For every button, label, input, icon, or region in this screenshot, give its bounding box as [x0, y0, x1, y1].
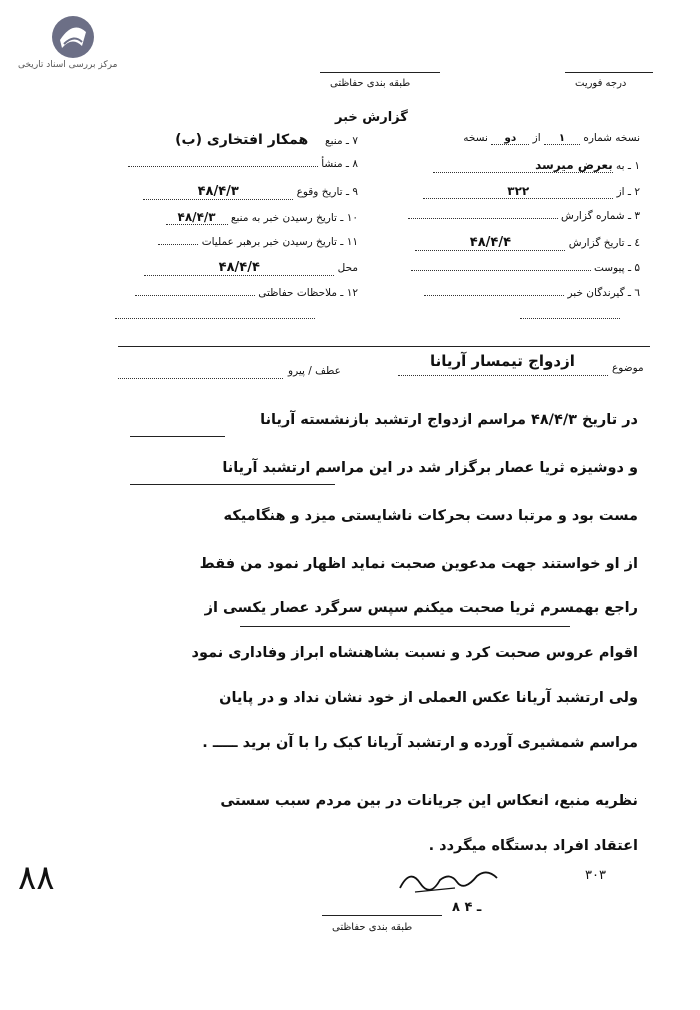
copy-number-of: از — [532, 132, 541, 144]
classification-label-top: طبقه بندی حفاظتی — [330, 78, 411, 89]
field-security-notes-value — [135, 295, 255, 296]
field-security-notes-label: ۱۲ ـ ملاحظات حفاظتی — [258, 287, 358, 299]
field-location-label: محل — [337, 262, 358, 274]
recipients-extra-line — [520, 318, 620, 319]
report-title: گزارش خبر — [335, 110, 408, 125]
security-notes-extra-line — [115, 318, 315, 319]
field-received-by-ops — [108, 236, 358, 248]
subject-dotted-line — [398, 375, 608, 376]
copy-number-suffix: نسخه — [463, 132, 488, 144]
field-received-by-source-value: ۴۸/۴/۳ — [166, 210, 228, 225]
body-line: راجع بهمسرم ثریا صحبت میکنم سپس سرگرد عصار یکسی از — [204, 600, 638, 616]
field-to — [390, 158, 640, 173]
reference-dotted-line — [118, 378, 283, 379]
field-report-date-label: ٤ ـ تاریخ گزارش — [568, 237, 640, 249]
field-received-by-ops-label: ۱۱ ـ تاریخ رسیدن خبر برهبر عملیات — [201, 236, 358, 248]
field-origin-label: ۸ ـ منشأ — [321, 158, 358, 170]
field-recipients — [390, 287, 640, 299]
field-copy-number — [390, 132, 640, 145]
field-received-by-source — [108, 210, 358, 225]
archive-logo — [48, 14, 98, 60]
handwritten-underline — [130, 436, 225, 437]
field-location-value: ۴۸/۴/۴ — [144, 260, 334, 276]
field-report-number-label: ۳ ـ شماره گزارش — [561, 210, 640, 222]
field-source-value: همکار افتخاری (ب) — [175, 132, 309, 148]
subject-label: موضوع — [612, 362, 644, 374]
field-to-label: ۱ ـ به — [616, 160, 640, 172]
field-location — [108, 260, 358, 276]
conclusion-line: اعتقاد افراد بدستگاه میگردد . — [428, 838, 638, 854]
field-security-notes — [108, 287, 358, 299]
body-line: از او خواستند جهت مدعوین صحبت نماید اظهار نمود من فقط — [199, 556, 638, 572]
field-attachment-value — [411, 270, 591, 271]
classification-label-bottom: طبقه بندی حفاظتی — [332, 922, 413, 933]
form-divider — [118, 346, 650, 347]
field-received-by-source-label: ۱۰ ـ تاریخ رسیدن خبر به منبع — [230, 212, 358, 224]
reference-label: عطف / پیرو — [288, 365, 341, 377]
copy-count-value: دو — [491, 132, 529, 145]
field-report-date-value: ۴۸/۴/۴ — [415, 235, 565, 251]
conclusion-line: نظریه منبع، انعکاس این جریانات در بین مردم سبب سستی — [220, 793, 638, 809]
body-line: مست بود و مرتبا دست بحرکات ناشایستی میزد و هنگامیکه — [223, 508, 638, 524]
signature — [395, 858, 505, 898]
classification-line-top — [320, 72, 440, 73]
field-recipients-label: ٦ ـ گیرندگان خبر — [567, 287, 640, 299]
field-report-date — [390, 235, 640, 251]
field-recipients-value — [424, 295, 564, 296]
field-from-value: ۳۲۲ — [423, 184, 613, 199]
margin-handwriting: ۸۸ — [18, 858, 55, 898]
field-to-value: بعرض میرسد — [433, 158, 613, 173]
field-origin — [108, 158, 358, 170]
field-event-date-label: ۹ ـ تاریخ وقوع — [296, 186, 358, 198]
copy-number-label: نسخه شماره — [583, 132, 640, 144]
field-report-number-value — [408, 218, 558, 219]
body-line: اقوام عروس صحبت کرد و نسبت بشاهنشاه ابراز وفاداری نمود — [191, 645, 638, 661]
field-attachment-label: ۵ ـ پیوست — [593, 262, 640, 274]
urgency-line — [565, 72, 653, 73]
urgency-label: درجه فوریت — [575, 78, 627, 89]
body-line: و دوشیزه ثریا عصار برگزار شد در این مراسم ارتشبد آریانا — [222, 460, 638, 476]
field-from — [390, 184, 640, 199]
field-from-label: ۲ ـ از — [616, 186, 640, 198]
body-line: ولی ارتشبد آریانا عکس العملی از خود نشان نداد و در پایان — [219, 690, 638, 706]
body-line: در تاریخ ۴۸/۴/۳ مراسم ازدواج ارتشبد بازنشسته آریانا — [260, 412, 638, 428]
field-report-number — [390, 210, 640, 222]
body-line: مراسم شمشیری آورده و ارتشبد آریانا کیک را با آن برید ـــــ . — [202, 735, 638, 751]
field-source-label: ۷ ـ منبع — [325, 135, 358, 147]
subject-value: ازدواج تیمسار آریانا — [430, 352, 575, 370]
copy-number-value: ۱ — [544, 132, 580, 145]
field-event-date-value: ۴۸/۴/۳ — [143, 184, 293, 200]
signature-note: ۸ ـ ۴ — [452, 900, 482, 915]
handwritten-underline — [130, 484, 335, 485]
archive-seal-icon — [48, 14, 98, 60]
field-source — [108, 132, 358, 148]
archive-logo-text: مرکز بررسی اسناد تاریخی — [18, 60, 118, 70]
field-received-by-ops-value — [158, 244, 198, 245]
signature-scribble-icon — [395, 858, 505, 898]
handwritten-underline — [240, 626, 570, 627]
field-event-date — [108, 184, 358, 200]
classification-line-bottom — [322, 915, 442, 916]
field-attachment — [390, 262, 640, 274]
footer-code: ۳۰۳ — [585, 868, 606, 883]
field-origin-value — [128, 166, 318, 167]
